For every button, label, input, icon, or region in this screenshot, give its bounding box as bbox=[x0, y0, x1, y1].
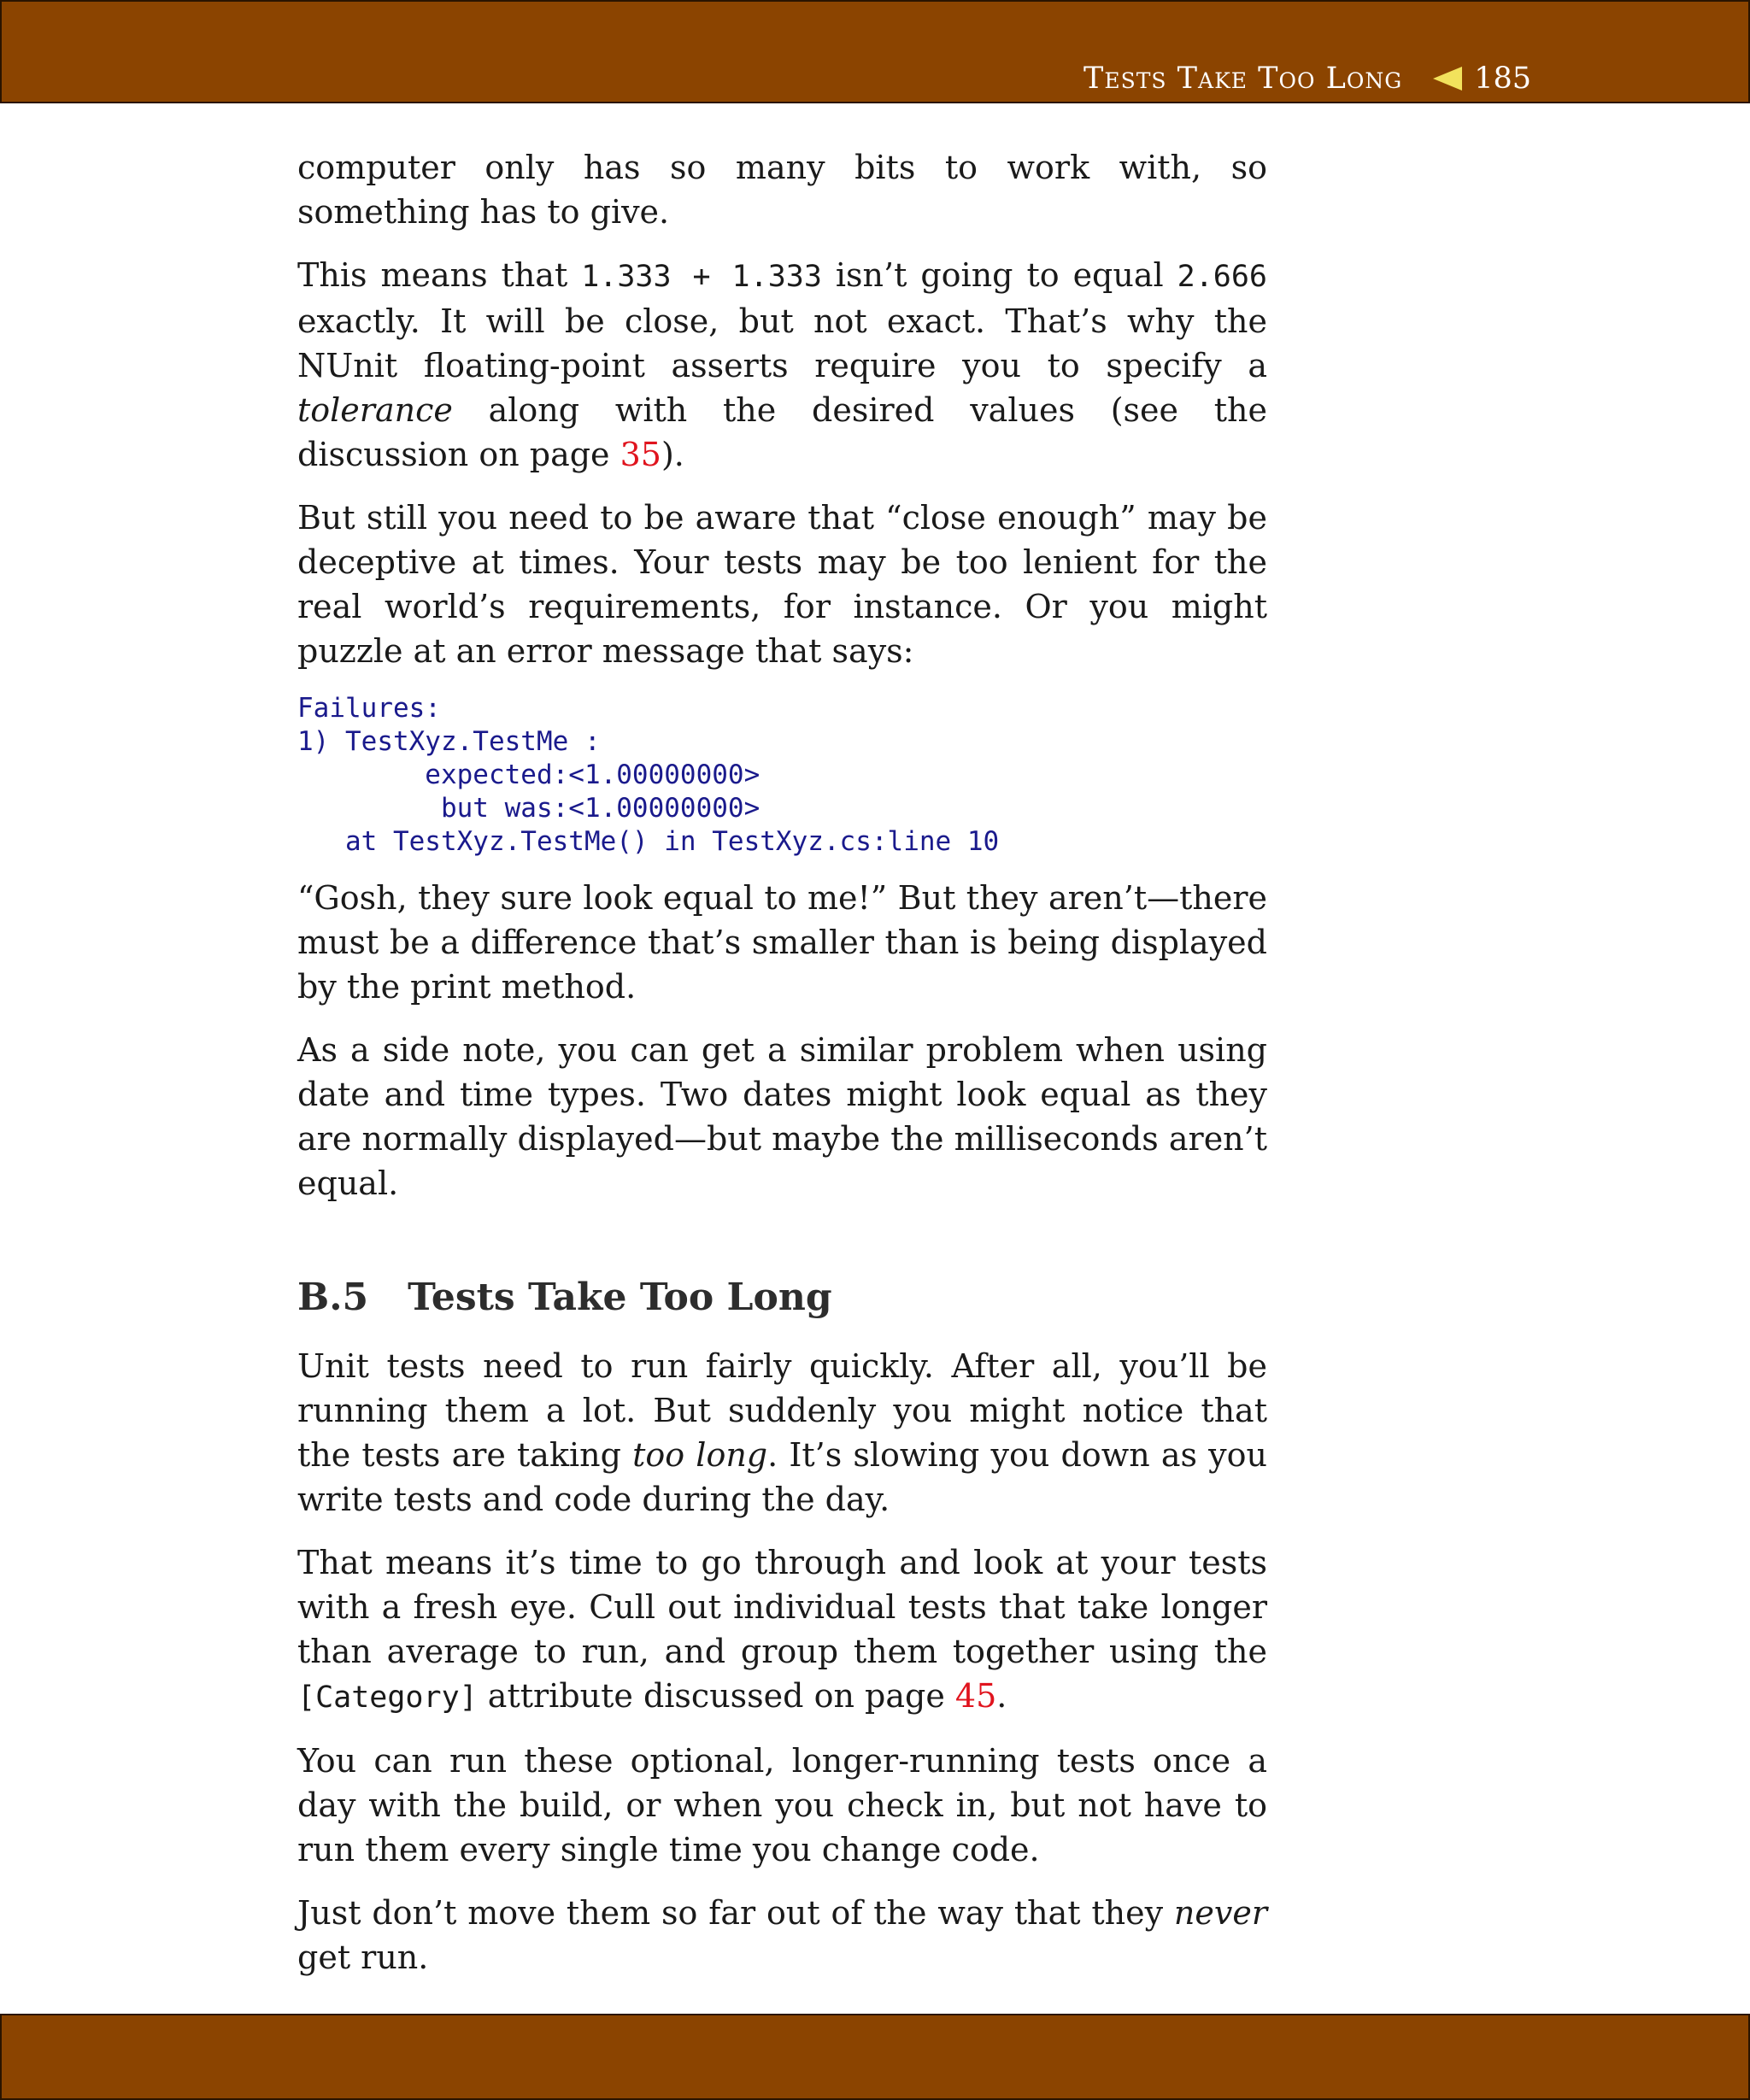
paragraph-4: “Gosh, they sure look equal to me!” But they aren’t—there must be a difference that’s smaller than is being displayed by the print method. bbox=[297, 879, 1267, 1006]
inline-code: 1.333 + 1.333 bbox=[581, 260, 822, 294]
text: . bbox=[996, 1677, 1007, 1715]
left-triangle-icon bbox=[1433, 67, 1462, 91]
emphasis: too long bbox=[632, 1436, 768, 1474]
text: ). bbox=[661, 436, 684, 473]
header-band bbox=[0, 0, 1750, 103]
footer-band bbox=[0, 2014, 1750, 2100]
text: This means that bbox=[297, 256, 582, 294]
text: get run. bbox=[297, 1939, 429, 1976]
running-title: Tests Take Too Long bbox=[1083, 62, 1403, 96]
text: along with the desired values (see the discussion on page bbox=[297, 391, 1267, 473]
inline-code: [Category] bbox=[297, 1681, 478, 1715]
inline-code: 2.666 bbox=[1177, 260, 1267, 294]
page-link-35[interactable]: 35 bbox=[620, 436, 661, 473]
section-title: Tests Take Too Long bbox=[408, 1276, 832, 1319]
page-number: 185 bbox=[1474, 62, 1531, 96]
text: attribute discussed on page bbox=[477, 1677, 955, 1715]
paragraph-5: As a side note, you can get a similar problem when using date and time types. Two dates might look equal as they are normally displayed—but maybe the milliseconds aren’t equal. bbox=[297, 1031, 1267, 1202]
text: That means it’s time to go through and look at your tests with a fresh eye. Cull out individual tests that take longer than average to run, and group them together using the bbox=[297, 1544, 1267, 1670]
section-heading bbox=[297, 1274, 1267, 1322]
paragraph-8: You can run these optional, longer-running tests once a day with the build, or when you check in, but not have to run them every single time you change code. bbox=[297, 1742, 1267, 1868]
emphasis: tolerance bbox=[297, 391, 453, 429]
paragraph-2 bbox=[297, 253, 1267, 477]
page-link-45[interactable]: 45 bbox=[954, 1677, 997, 1715]
paragraph-9 bbox=[297, 1891, 1267, 1980]
page-body bbox=[297, 145, 1267, 1998]
section-number: B.5 bbox=[297, 1276, 369, 1319]
paragraph-3: But still you need to be aware that “close enough” may be deceptive at times. Your tests may be too lenient for the real world’s requirements, for instance. Or you might puzzle at an error message that says: bbox=[297, 499, 1267, 670]
paragraph-1: computer only has so many bits to work with, so something has to give. bbox=[297, 149, 1267, 231]
running-header bbox=[1083, 60, 1531, 97]
code-block: Failures: 1) TestXyz.TestMe : expected:<1.00000000> but was:<1.00000000> at TestXyz.TestMe() in TestXyz.cs:line 10 bbox=[297, 693, 1000, 857]
paragraph-6 bbox=[297, 1344, 1267, 1522]
paragraph-7 bbox=[297, 1540, 1267, 1720]
text: isn’t going to equal bbox=[821, 256, 1177, 294]
text: Just don’t move them so far out of the way that they bbox=[297, 1894, 1174, 1932]
text: Unit tests need to run fairly quickly. After all, you’ll be running them a lot. But suddenly you might notice that the tests are taking bbox=[297, 1347, 1267, 1474]
emphasis: never bbox=[1173, 1894, 1267, 1932]
text: . It’s slowing you down as you write tests and code during the day. bbox=[297, 1436, 1268, 1518]
text: exactly. It will be close, but not exact. That’s why the NUnit floating-point asserts require you to specify a bbox=[297, 302, 1267, 384]
